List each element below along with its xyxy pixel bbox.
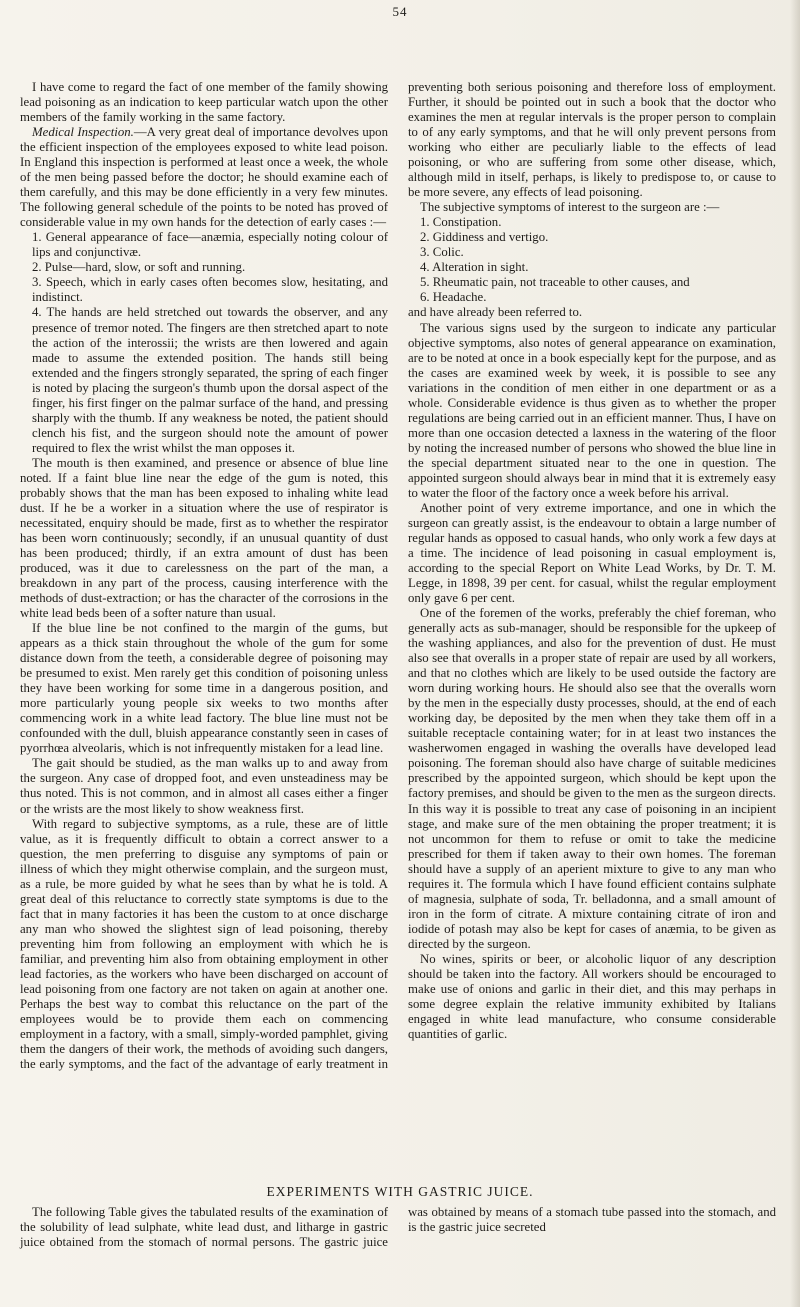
paragraph-mouth: The mouth is then examined, and presence or absence of blue line noted. If a faint blue line near the edge of the gum is noted, this probably shows that the man has been exposed to inhaling white lead dust. If he be a worker in a situation where the use of respirator is necessitated, enquiry should be made, first as to whether the respirator has been worn continuously; secondly, if an unusual quantity of dust has been produced; thirdly, if an extra amount of dust has been produced, was it due to carelessness on the part of the man, a breakdown in any part of the process, causing interference with the methods of dust-extraction; or has the character of the corrosions in the white lead beds been of a softer nature than usual.: [20, 455, 388, 621]
body-text-columns: [20, 80, 776, 1080]
symptom-item: 3. Colic.: [420, 245, 464, 260]
symptom-item: 2. Giddiness and vertigo.: [420, 230, 549, 245]
section-paragraph: The following Table gives the tabulated results of the examination of the solubility of lead sulphate, white lead dust, and litharge in gastric juice obtained from the stomach of normal persons. The gastric juice was obtained by means of a stomach tube passed into the stomach, and is the gastric juice secreted: [20, 1205, 776, 1250]
symptom-item: 1. Constipation.: [420, 215, 502, 230]
schedule-item: 4. The hands are held stretched out towards the observer, and any presence of tremor noted. The fingers are then stretched apart to note the action of the interossii; the wrists are then lowered and again made to assume the extended position. The hands still being extended and the fingers strongly separated, the spring of each finger is noted by placing the surgeon's thumb upon the dorsal aspect of the finger, his first finger on the palmar surface of the hand, and pressing sharply with the thumb. If any weakness be noted, the patient should clench his fist, and the surgeon should note the amount of power required to flex the wrist whilst the man opposes it.: [32, 305, 388, 455]
symptom-item: 4. Alteration in sight.: [420, 260, 529, 275]
page-number: 54: [392, 4, 408, 19]
paragraph-casual: Another point of very extreme importance, and one in which the surgeon can greatly assist, is the endeavour to obtain a large number of regular hands as opposed to casual hands, who only work a few days at a time. The incidence of lead poisoning in casual employment is, according to the special Report on White Lead Works, by Dr. T. M. Legge, in 1898, 39 per cent. for casual, whilst the regular employment only gave 6 per cent.: [408, 500, 776, 606]
medical-inspection-text: —A very great deal of importance devolves upon the efficient inspection of the employees exposed to white lead poison. In England this inspection is performed at least once a week, the whole of the men being passed before the doctor; he should examine each of them carefully, and this may be done efficiently in a very few minutes. The following general schedule of the points to be noted has proved of considerable value in my own hands for the detection of early cases :—: [20, 125, 388, 230]
schedule-item: 1. General appearance of face—anæmia, especially noting colour of lips and conjunctivæ.: [32, 230, 388, 260]
paragraph-wines: No wines, spirits or beer, or alcoholic liquor of any description should be taken into the factory. All workers should be encouraged to make use of onions and garlic in their diet, and this may perhaps in some degree explain the relative immunity exhibited by Italians engaged in white lead manufacture, who consume considerable quantities of garlic.: [408, 951, 776, 1041]
schedule-item: 2. Pulse—hard, slow, or soft and running.: [32, 260, 246, 275]
paragraph-signs: The various signs used by the surgeon to indicate any particular objective symptoms, also notes of general appearance on examination, are to be noted at once in a book especially kept for the purpose, and as the cases are examined week by week, it is possible to see any variations in the condition of men either in one department or as a whole. Considerable evidence is thus given as to whether the proper regulations are being carried out in an efficient manner. Thus, I have on more than one occasion detected a laxness in the watering of the floor by noting the increased number of persons who showed the blue line in the special department situated near to the one in question. The appointed surgeon should always bear in mind that it is extremely easy to water the floor of the factory once a week before his arrival.: [408, 320, 776, 500]
paragraph-blue-line: If the blue line be not confined to the margin of the gums, but appears as a thick stain throughout the whole of the gum for some distance down from the teeth, a considerable degree of poisoning may be presumed to exist. Men rarely get this condition of poisoning unless they have been working for some time in a dangerous position, and more particularly young people six weeks to two months after commencing work in a white lead factory. The blue line must not be confounded with the dull, bluish appearance constantly seen in cases of pyorrhœa alveolaris, which is not infrequently mistaken for a lead line.: [20, 621, 388, 756]
symptom-item: 6. Headache.: [420, 290, 487, 305]
symptom-item: 5. Rheumatic pain, not traceable to other causes, and: [420, 275, 690, 290]
schedule-item: 3. Speech, which in early cases often becomes slow, hesitating, and indistinct.: [32, 275, 388, 305]
section-heading: EXPERIMENTS WITH GASTRIC JUICE.: [266, 1184, 534, 1199]
paragraph-family: I have come to regard the fact of one member of the family showing lead poisoning as an indication to keep particular watch upon the other members of the family working in the same factory.: [20, 80, 388, 125]
paragraph-referred: and have already been referred to.: [408, 305, 583, 320]
paragraph-symptoms-intro: The subjective symptoms of interest to the surgeon are :—: [420, 200, 720, 215]
paragraph-foremen: One of the foremen of the works, preferably the chief foreman, who generally acts as sub-manager, should be responsible for the upkeep of the washing appliances, and also for the prevention of dust. He must also see that overalls in a proper state of repair are used by all workers, and that no clothes which are likely to be used outside the factory are worn during working hours. He should also see that the overalls worn by the men in the especially dusty processes, should, at the end of each working day, be deposited by the men when they take them off in a suitable receptacle containing water; for in at least two instances the washerwomen engaged in washing the overalls have developed lead poisoning. The foreman should also have charge of suitable medicines prescribed by the appointed surgeon, which should be kept upon the factory premises, and should be given to the men as the surgeon directs. In this way it is possible to treat any case of poisoning in an incipient stage, and make sure of the men obtaining the proper treatment; it is not uncommon for them to refuse or omit to take the medicine prescribed for them if taken away to their own homes. The foreman should have a supply of an aperient mixture to give to any man who requires it. The formula which I have found efficient contains sulphate of magnesia, sulphate of soda, Tr. belladonna, and a small amount of iron in the form of citrate. A mixture containing citrate of iron and iodide of potash may also be kept for cases of anæmia, to be given as directed by the surgeon.: [408, 606, 776, 951]
paragraph-gait: The gait should be studied, as the man walks up to and away from the surgeon. Any case of dropped foot, and even unsteadiness may be thus noted. This is not common, and in almost all cases either a finger or the wrists are the most likely to show weakness first.: [20, 756, 388, 816]
paragraph-medical-inspection: [20, 125, 388, 230]
paragraph-subjective: With regard to subjective symptoms, as a rule, these are of little value, as it is frequently difficult to obtain a correct answer to a question, the men preferring to disguise any symptoms of pain or illness of which they might otherwise complain, and the surgeon must, as a rule, be more guided by what he sees than by what he is told. A great deal of this reluctance to correctly state symptoms is due to the fact that in many factories it has been the custom to at once discharge any man who showed the slightest sign of lead poisoning, thereby preventing him from following an employment with which he is familiar, and preventing him also from obtaining employment in other lead factories, as the workers who have been discharged on account of lead poisoning from one factory are not taken on again at another one. Perhaps the best way to combat this reluctance on the part of the employees would be to provide them each on commencing employment in a factory, with a small, simply-worded pamphlet, giving them the dangers of their work, the methods of avoiding such dangers, the early symptoms, and the fact of the advantage of early treatment in preventing both serious poisoning and therefore loss of employment. Further, it should be pointed out in such a book that the doctor who examines the men at regular intervals is the proper person to complain to of any early symptoms, and that he will only prevent persons from working who either are peculiarly liable to the effects of lead poisoning, or who are suffering from some other disease, which, although mild in itself, perhaps, is likely to predispose to, or cause to be more severe, any effects of lead poisoning.: [20, 80, 776, 1072]
medical-inspection-title: Medical Inspection.: [32, 125, 134, 140]
section-text-columns: [20, 1205, 776, 1265]
page-edge-shadow: [790, 0, 800, 1307]
